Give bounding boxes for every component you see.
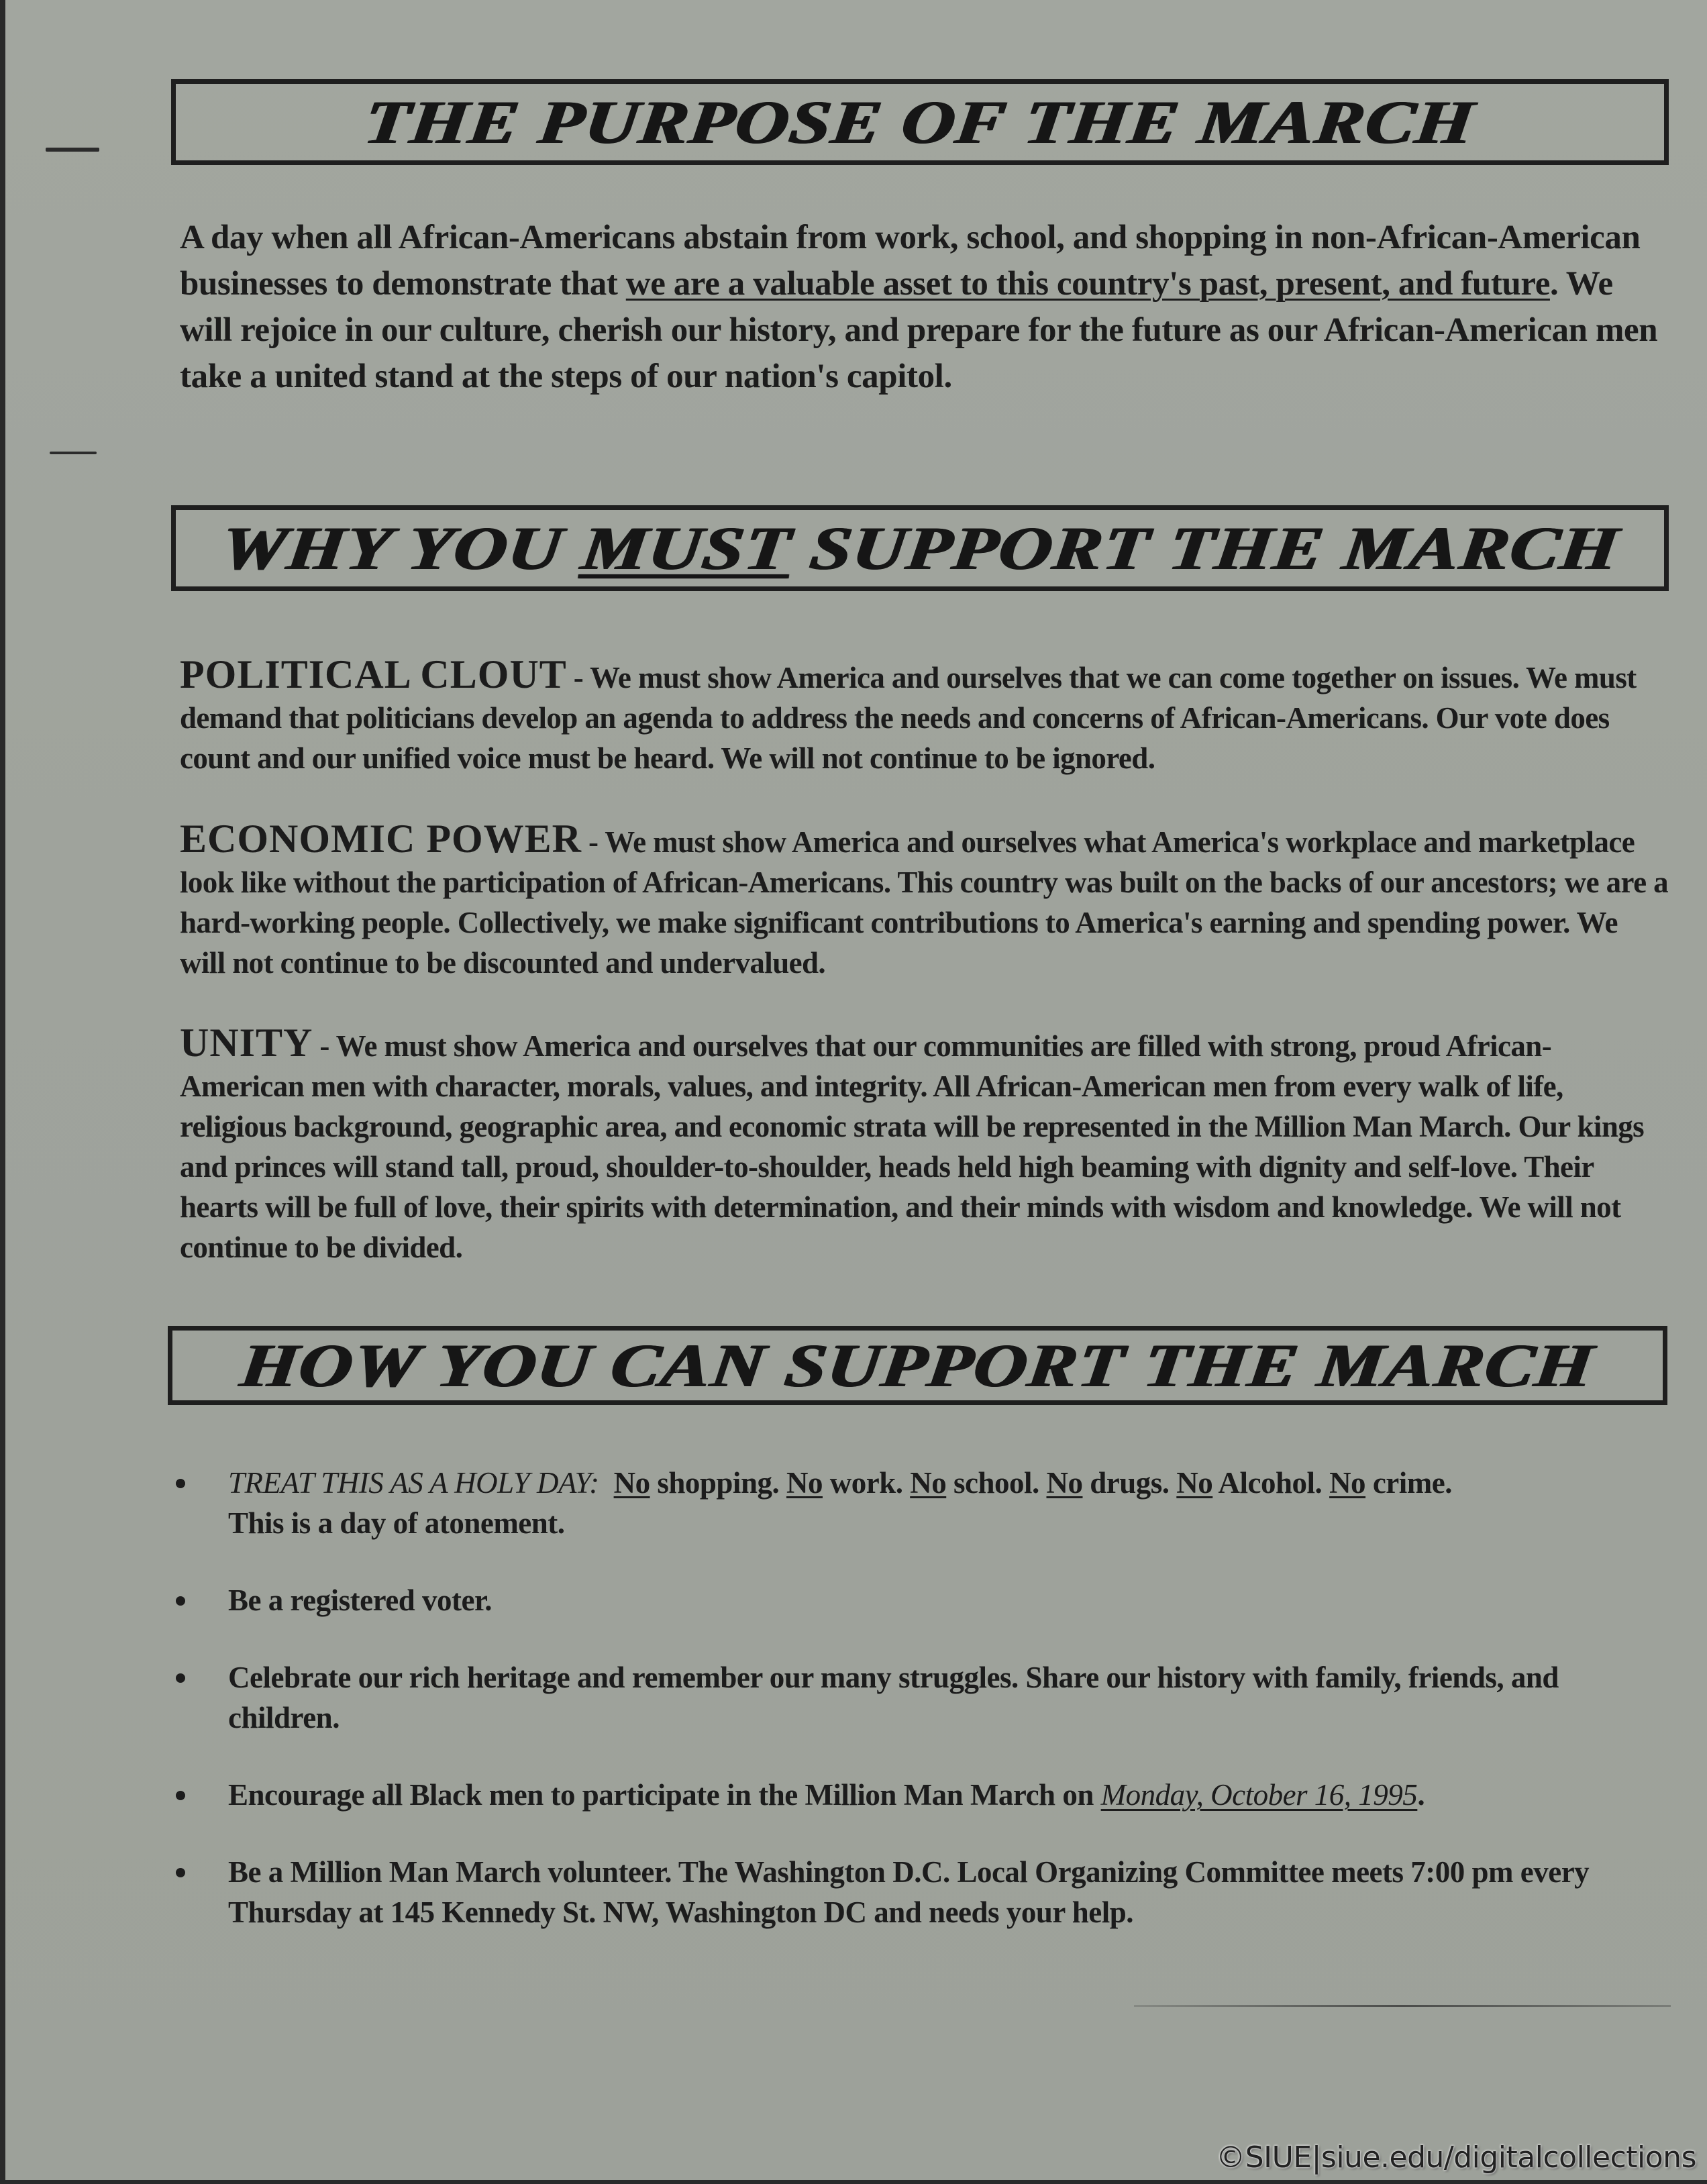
list-item-volunteer <box>173 1852 1676 1932</box>
list-item-voter <box>173 1580 1676 1620</box>
holy-day-colon: : <box>589 1466 599 1500</box>
list-item-holy-day <box>173 1463 1676 1543</box>
no-item: school. <box>946 1466 1047 1500</box>
reason-political-clout <box>180 654 1669 778</box>
voter-text: Be a registered voter. <box>228 1583 493 1617</box>
reason-text: - We must show America and ourselves what America's workplace and marketplace look like without the participation of African-Americans. This country was built on the backs of our ancestors; we are a hard-working people. Collectively, we make significant contributions to America's earning and spending power. We will not continue to be discounted and undervalued. <box>180 825 1668 980</box>
purpose-title: THE PURPOSE OF THE MARCH <box>361 88 1479 156</box>
no-word: No <box>786 1466 823 1500</box>
no-word: No <box>1329 1466 1366 1500</box>
reason-text: - We must show America and ourselves that our communities are filled with strong, proud African-American men with character, morals, values, and integrity. All African-American men from every walk of life, religious background, geographic area, and economic strata will be represented in the Million Man March. Our kings and princes will stand tall, proud, shoulder-to-shoulder, heads held high beaming with dignity and self-love. Their hearts will be full of love, their spirits with determination, and their minds with wisdom and knowledge. We will not continue to be divided. <box>180 1029 1645 1264</box>
no-word: No <box>910 1466 947 1500</box>
purpose-underlined-text: we are a valuable asset to this country's past, present, and future <box>625 265 1550 303</box>
purpose-text-start: A day when all African-Americans abstain from work, school, and shopping in non-African-American businesses to demonstrate that <box>180 219 1641 303</box>
purpose-title-box <box>171 79 1669 165</box>
bullet-icon <box>176 1868 185 1877</box>
holy-day-trailing: This is a day of atonement. <box>228 1506 565 1540</box>
bullet-icon <box>176 1673 185 1683</box>
heritage-text: Celebrate our rich heritage and remember our many struggles. Share our history with family, friends, and children. <box>228 1661 1559 1734</box>
why-title <box>217 514 1623 582</box>
copyright-watermark: ©SIUE|siue.edu/digitalcollections <box>1216 2140 1696 2175</box>
volunteer-text: Be a Million Man March volunteer. The Washington D.C. Local Organizing Committee meets 7:00 pm every Thursday at 145 Kennedy St. NW, Washington DC and needs your help. <box>228 1855 1590 1929</box>
how-title-box <box>168 1326 1667 1405</box>
purpose-paragraph <box>180 215 1669 400</box>
reason-unity <box>180 1023 1669 1267</box>
scan-left-edge <box>0 0 5 2184</box>
no-item: work. <box>822 1466 911 1500</box>
list-item-encourage <box>173 1775 1676 1815</box>
faint-scan-line <box>1134 2005 1671 2007</box>
why-title-end: SUPPORT THE MARCH <box>786 514 1623 582</box>
reason-heading: UNITY <box>180 1021 313 1065</box>
holy-day-label-text: TREAT THIS AS A HOLY DAY <box>228 1466 590 1500</box>
margin-mark <box>46 148 99 152</box>
encourage-end: . <box>1417 1778 1425 1812</box>
no-word: No <box>1176 1466 1213 1500</box>
no-word: No <box>613 1466 650 1500</box>
no-item: shopping. <box>650 1466 786 1500</box>
purpose-text-end: . We will rejoice in our culture, cherish our history, and prepare for the future as our African-American men take a united stand at the steps of our nation's capitol. <box>180 265 1658 395</box>
reason-text: - We must show America and ourselves that we can come together on issues. We must demand that politicians develop an agenda to address the needs and concerns of African-Americans. Our vote does count and our unified voice must be heard. We will not continue to be ignored. <box>180 661 1637 775</box>
bullet-icon <box>176 1791 185 1800</box>
holy-day-label <box>228 1466 599 1500</box>
list-item-heritage <box>173 1657 1676 1738</box>
encourage-text: Encourage all Black men to participate in the Million Man March on <box>228 1778 1101 1812</box>
why-title-must: MUST <box>578 514 795 582</box>
no-item: drugs. <box>1082 1466 1177 1500</box>
no-item: Alcohol. <box>1212 1466 1330 1500</box>
margin-mark <box>50 452 97 454</box>
support-list <box>173 1463 1676 1932</box>
why-title-start: WHY YOU <box>217 514 586 582</box>
scan-bottom-edge <box>0 2180 1707 2184</box>
reason-economic-power <box>180 819 1669 983</box>
bullet-icon <box>176 1596 185 1606</box>
reason-heading: ECONOMIC POWER <box>180 817 582 861</box>
march-date: Monday, October 16, 1995 <box>1100 1778 1418 1812</box>
how-title: HOW YOU CAN SUPPORT THE MARCH <box>237 1331 1598 1400</box>
no-item: crime. <box>1365 1466 1452 1500</box>
reason-heading: POLITICAL CLOUT <box>180 652 567 696</box>
bullet-icon <box>176 1479 185 1488</box>
no-word: No <box>1046 1466 1083 1500</box>
why-title-box <box>171 505 1669 591</box>
